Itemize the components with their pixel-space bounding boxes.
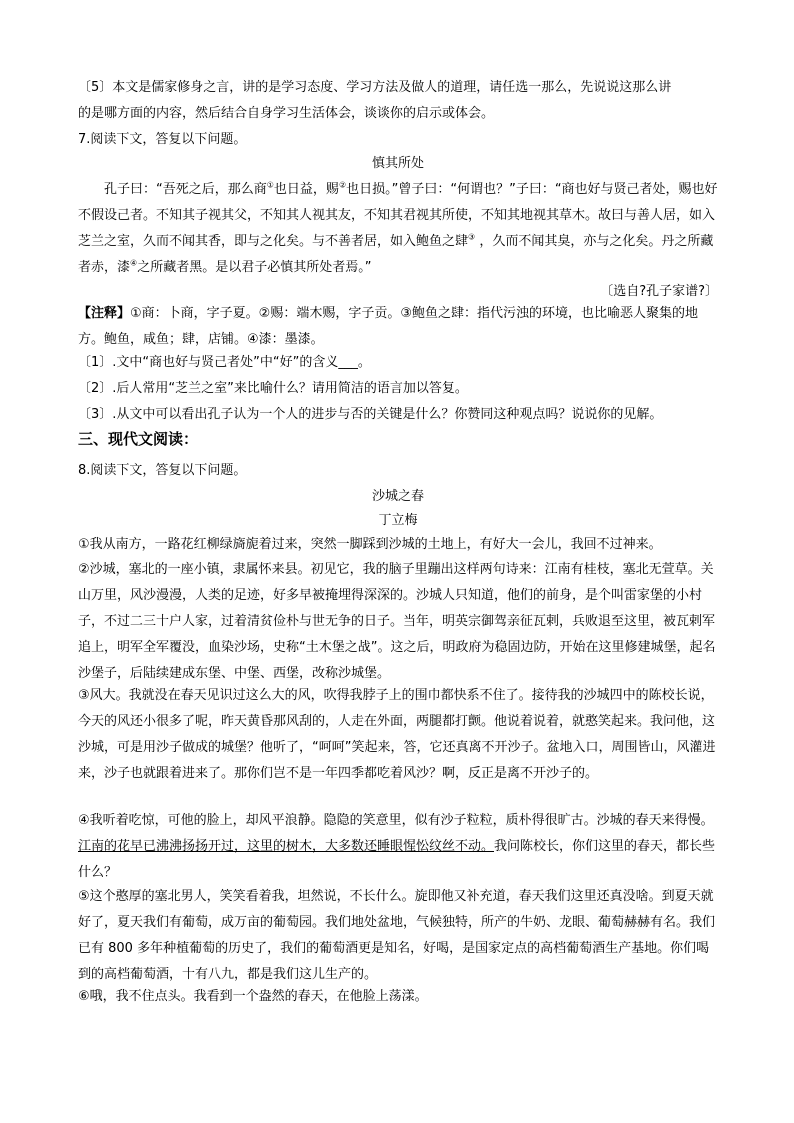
q7-notes: 【注释】①商：卜商，字子夏。②赐：端木赐，字子贡。③鲍鱼之肆：指代污浊的环境，也比喻恶人聚集的地方。鲍鱼，咸鱼；肆，店铺。④漆：墨漆。: [78, 306, 698, 347]
section-heading: 三、现代文阅读：: [78, 430, 199, 448]
underlined-sentence: 江南的花早已沸沸扬扬开过，这里的树木，大多数还睡眼惺忪纹丝不动。: [78, 839, 495, 854]
q7-prompt: 7.阅读下文，答复以下问题。: [78, 132, 247, 147]
paragraph-4: ④我听着吃惊，可他的脸上，却风平浪静。隐隐的笑意里，似有沙子粒粒，质朴得很旷古。沙城的春天来得慢。江南的花早已沸沸扬扬开过，这里的树木，大多数还睡眼惺忪纹丝不动。我问陈校长，你们这里的春天，都长些什么？: [78, 813, 716, 880]
q7-sub-question-1: 〔1〕.文中“商也好与贤己者处”中“好”的含义___。: [78, 355, 371, 370]
paragraph-2: ②沙城，塞北的一座小镇，隶属怀来县。初见它，我的脑子里蹦出这样两句诗来：江南有桂枝，塞北无萱草。关山万里，风沙漫漫，人类的足迹，好多早被掩埋得深深的。沙城人只知道，他们的前身，是个叫雷家堡的小村子，不过二三十户人家，过着清贫俭朴与世无争的日子。当年，明英宗御驾亲征瓦剌，兵败退至这里，被瓦剌军追上，明军全军覆没，血染沙场，史称“土木堡之战”。这之后，明政府为稳固边防，开始在这里修建城堡，起名沙堡子，后陆续建成东堡、中堡、西堡，改称沙城堡。: [78, 562, 716, 681]
q6-sub5-line2: 的是哪方面的内容，然后结合自身学习生活体会，谈谈你的启示或体会。: [78, 106, 495, 121]
q7-sub-question-3: 〔3〕.从文中可以看出孔子认为一个人的进步与否的关键是什么？你赞同这种观点吗？说说你的见解。: [78, 407, 663, 422]
q7-sub-question-2: 〔2〕.后人常用“芝兰之室”来比喻什么？请用简洁的语言加以答复。: [78, 381, 468, 396]
paragraph-5: ⑤这个憨厚的塞北男人，笑笑看着我，坦然说，不长什么。旋即他又补充道，春天我们这里还真没啥。到夏天就好了，夏天我们有葡萄，成万亩的葡萄园。我们地处盆地，气候独特，所产的牛奶、龙眼、葡萄赫赫有名。我们已有 800 多年种植葡萄的历史了，我们的葡萄酒更是知名，好喝，是国家定点的高档葡萄酒生产基地。你们喝到的高档葡萄酒，十有八九，都是我们这儿生产的。: [78, 889, 716, 982]
q8-prompt: 8.阅读下文，答复以下问题。: [78, 463, 247, 478]
q6-sub5-line1: 〔5〕本文是儒家修身之言，讲的是学习态度、学习方法及做人的道理，请任选一那么，先说说这那么讲: [78, 80, 672, 95]
q8-title: 沙城之春: [371, 489, 424, 504]
q7-classical-text: 孔子曰：“吾死之后，那么商①也日益，赐②也日损。”曾子曰：“何谓也？”子曰：“商也好与贤己者处，赐也好不假设己者。不知其子视其父，不知其人视其友，不知其君视其所使，不知其地视其草木。故曰与善人居，如入芝兰之室，久而不闻其香，即与之化矣。与不善者居，如入鲍鱼之肆③ ，久而不闻其臭，亦与之化矣。丹之所藏者赤，漆④之所藏者黑。是以君子必慎其所处者焉。”: [78, 180, 718, 275]
paragraph-1: ①我从南方，一路花红柳绿旖旎着过来，突然一脚踩到沙城的土地上，有好大一会儿，我回不过神来。: [78, 537, 662, 552]
q7-title: 慎其所处: [371, 156, 424, 171]
q8-author: 丁立梅: [378, 513, 418, 528]
q7-source: 〔选自?孔子家谱?〕: [600, 284, 718, 299]
paragraph-3: ③风大。我就没在春天见识过这么大的风，吹得我脖子上的围巾都快系不住了。接待我的沙城四中的陈校长说，今天的风还小很多了呢，昨天黄昏那风刮的，人走在外面，两腿都打颤。他说着说着，就憨笑起来。我问他，这沙城，可是用沙子做成的城堡？他听了，“呵呵”笑起来，答，它还真离不开沙子。盆地入口，周围皆山，风灌进来，沙子也就跟着进来了。那你们岂不是一年四季都吃着风沙？啊，反正是离不开沙子的。: [78, 688, 716, 781]
paragraph-6: ⑥哦，我不住点头。我看到一个盎然的春天，在他脸上荡漾。: [78, 989, 428, 1004]
